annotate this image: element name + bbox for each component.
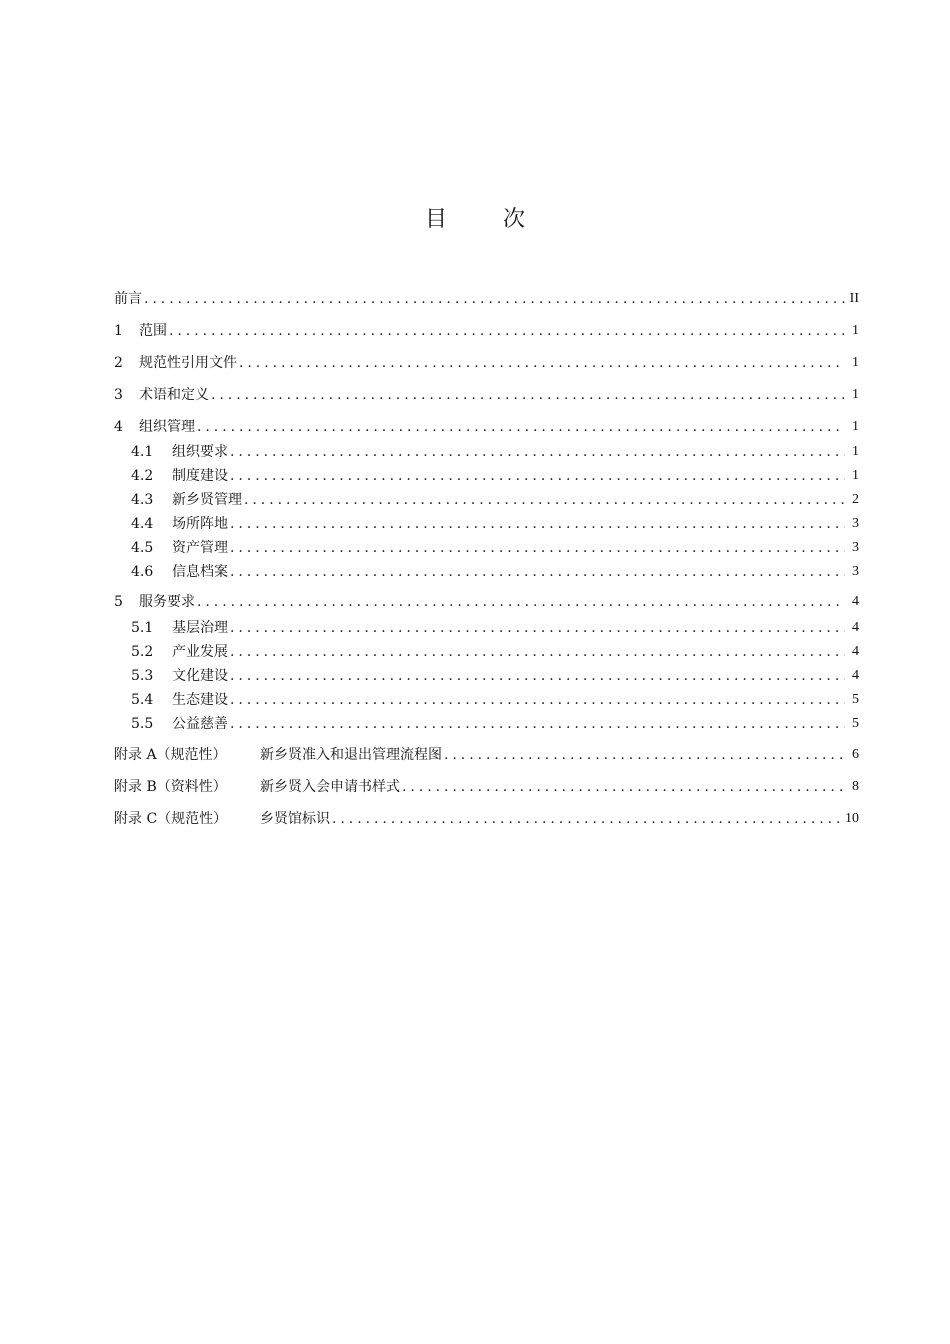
toc-entry-number: 5 [114,594,123,610]
toc-entry[interactable] [114,777,859,797]
toc-entry-page: 5 [852,716,859,731]
dot-leader [230,442,845,462]
toc-entry-page: 4 [852,644,859,659]
dot-leader [230,714,845,734]
toc-entry[interactable] [131,538,859,558]
toc-entry-title: 新乡贤入会申请书样式 [260,779,400,795]
dot-leader [230,562,845,582]
dot-leader [402,777,845,797]
toc-entry-page: 4 [852,594,859,609]
toc-entry[interactable] [131,490,859,510]
dot-leader [169,321,845,341]
toc-entry-title: 制度建设 [172,468,228,484]
toc-entry-page: 5 [852,692,859,707]
toc-entry-page: 4 [852,668,859,683]
toc-entry-page: 1 [852,355,859,370]
toc-entry-title: 场所阵地 [172,516,228,532]
toc-entry[interactable] [131,642,859,662]
toc-entry-page: II [849,291,859,306]
toc-entry[interactable] [131,514,859,534]
toc-entry-number: 4.2 [131,468,154,484]
toc-entry-title: 组织管理 [139,419,195,435]
title-char: 目 [424,207,447,232]
toc-entry[interactable] [114,745,859,765]
toc-entry-number: 附录 A（规范性） [114,747,227,763]
toc-entry-number: 4.6 [131,564,154,580]
toc-entry-number: 4.5 [131,540,154,556]
toc-entry[interactable] [114,289,859,309]
toc-entry-page: 8 [852,779,859,794]
toc-entry-title: 组织要求 [172,444,228,460]
toc-entry[interactable] [131,618,859,638]
toc-entry-title: 新乡贤准入和退出管理流程图 [260,747,442,763]
toc-entry-page: 3 [852,516,859,531]
toc-entry-title: 基层治理 [172,620,228,636]
dot-leader [230,514,845,534]
toc-entry-number: 4.1 [131,444,154,460]
dot-leader [230,642,845,662]
toc-entry-number: 附录 C（规范性） [114,811,228,827]
toc-entry-page: 4 [852,620,859,635]
toc-entry[interactable] [114,592,859,612]
toc-entry-title: 服务要求 [139,594,195,610]
toc-entry-number: 5.2 [131,644,154,660]
toc-entry-page: 1 [852,387,859,402]
toc-entry-title: 范围 [139,323,167,339]
dot-leader [211,385,845,405]
toc-entry-number: 附录 B（资料性） [114,779,227,795]
toc-entry-number: 4.4 [131,516,154,532]
toc-entry-title: 公益慈善 [172,716,228,732]
toc-entry-title: 信息档案 [172,564,228,580]
toc-entry-number: 5.3 [131,668,154,684]
toc-entry-title: 术语和定义 [139,387,209,403]
toc-entry[interactable] [131,466,859,486]
toc-entry-number: 4 [114,419,123,435]
dot-leader [230,690,845,710]
toc-entry-number: 5.1 [131,620,154,636]
toc-entry-title: 文化建设 [172,668,228,684]
toc-entry-title: 生态建设 [172,692,228,708]
toc-entry-number: 4.3 [131,492,154,508]
dot-leader [239,353,845,373]
toc-entry-page: 6 [852,747,859,762]
toc-entry-title: 乡贤馆标识 [260,811,330,827]
toc-entry[interactable] [131,442,859,462]
dot-leader [197,592,845,612]
toc-entry-number: 3 [114,387,123,403]
toc-entry-number: 2 [114,355,123,371]
toc-entry-title: 前言 [114,291,142,307]
toc-entry-title: 新乡贤管理 [172,492,242,508]
dot-leader [230,538,845,558]
toc-entry[interactable] [114,809,859,829]
toc-entry[interactable] [114,321,859,341]
title-char: 次 [503,207,526,232]
dot-leader [332,809,841,829]
toc-entry[interactable] [114,385,859,405]
toc-entry-title: 规范性引用文件 [139,355,237,371]
toc-entry-title: 产业发展 [172,644,228,660]
toc-entry-title: 资产管理 [172,540,228,556]
toc-entry-page: 10 [845,811,859,826]
dot-leader [144,289,845,309]
toc-entry[interactable] [131,690,859,710]
toc-entry-page: 3 [852,540,859,555]
dot-leader [244,490,845,510]
toc-entry[interactable] [114,417,859,437]
toc-entry[interactable] [131,666,859,686]
dot-leader [444,745,845,765]
toc-entry-number: 5.4 [131,692,154,708]
toc-entry-page: 1 [852,323,859,338]
toc-entry-page: 1 [852,419,859,434]
dot-leader [230,666,845,686]
dot-leader [197,417,845,437]
toc-entry-number: 5.5 [131,716,154,732]
toc-entry[interactable] [114,353,859,373]
toc-entry[interactable] [131,714,859,734]
toc-entry-page: 1 [852,444,859,459]
page-title [0,202,950,233]
dot-leader [230,466,845,486]
toc-entry-page: 1 [852,468,859,483]
toc-entry-page: 3 [852,564,859,579]
dot-leader [230,618,845,638]
toc-entry-number: 1 [114,323,123,339]
toc-entry[interactable] [131,562,859,582]
toc-entry-page: 2 [852,492,859,507]
